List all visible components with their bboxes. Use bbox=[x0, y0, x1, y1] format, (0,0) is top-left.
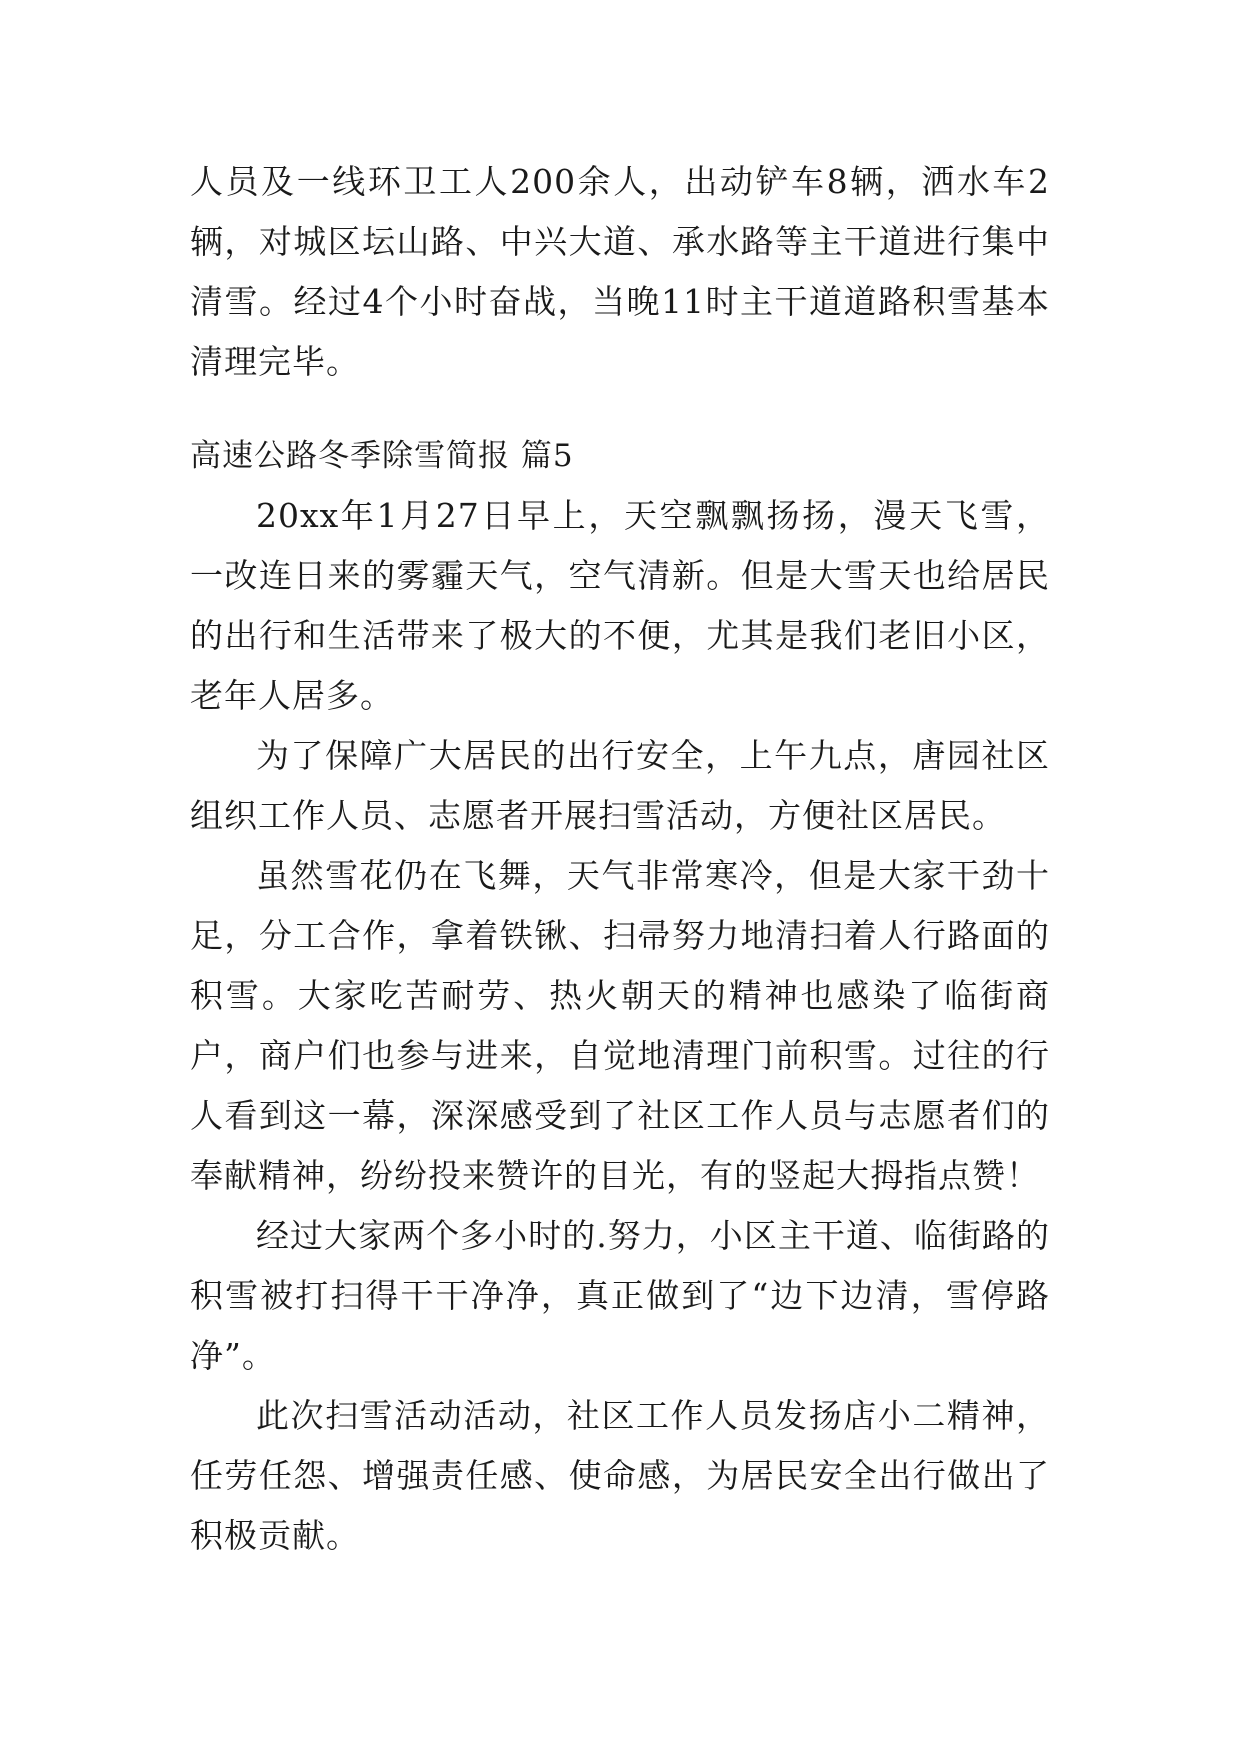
intro-paragraph: 人员及一线环卫工人200余人，出动铲车8辆，洒水车2辆，对城区坛山路、中兴大道、承水路等主干道进行集中清雪。经过4个小时奋战，当晚11时主干道道路积雪基本清理完毕。 bbox=[190, 162, 1050, 381]
section-heading: 高速公路冬季除雪简报 篇5 bbox=[190, 438, 574, 474]
body-paragraph-2: 为了保障广大居民的出行安全，上午九点，唐园社区组织工作人员、志愿者开展扫雪活动，方便社区居民。 bbox=[190, 736, 1050, 835]
body-paragraph-5: 此次扫雪活动活动，社区工作人员发扬店小二精神，任劳任怨、增强责任感、使命感，为居民安全出行做出了积极贡献。 bbox=[190, 1396, 1050, 1555]
body-paragraph-4: 经过大家两个多小时的.努力，小区主干道、临街路的积雪被打扫得干干净净，真正做到了“边下边清，雪停路净”。 bbox=[190, 1216, 1050, 1375]
body-paragraph-1: 20xx年1月27日早上，天空飘飘扬扬，漫天飞雪，一改连日来的雾霾天气，空气清新。但是大雪天也给居民的出行和生活带来了极大的不便，尤其是我们老旧小区，老年人居多。 bbox=[190, 496, 1050, 715]
document-body bbox=[190, 152, 1050, 1566]
body-paragraph-3: 虽然雪花仍在飞舞，天气非常寒冷，但是大家干劲十足，分工合作，拿着铁锹、扫帚努力地清扫着人行路面的积雪。大家吃苦耐劳、热火朝天的精神也感染了临街商户，商户们也参与进来，自觉地清理门前积雪。过往的行人看到这一幕，深深感受到了社区工作人员与志愿者们的奉献精神，纷纷投来赞许的目光，有的竖起大拇指点赞！ bbox=[190, 856, 1050, 1195]
